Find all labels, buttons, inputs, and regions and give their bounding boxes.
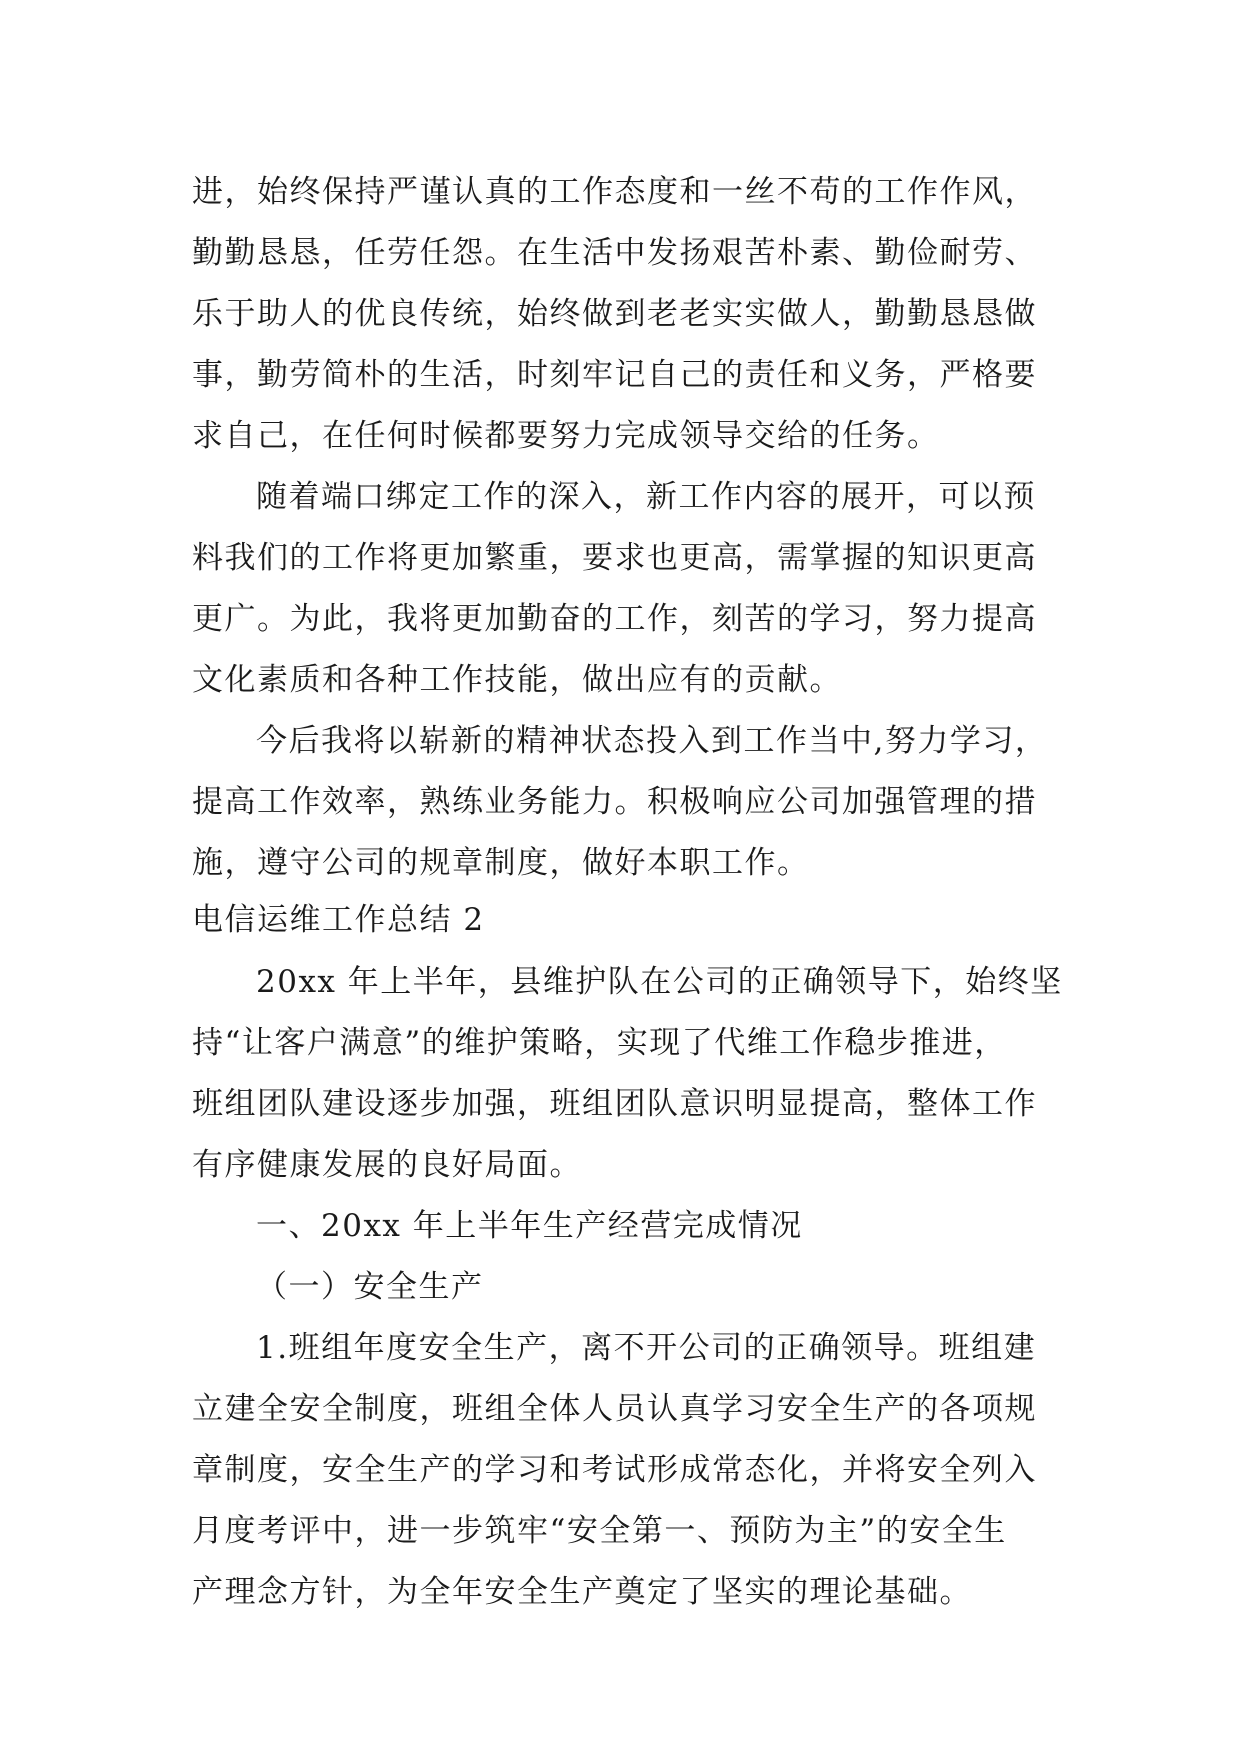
body-text-line: 进，始终保持严谨认真的工作态度和一丝不苟的工作作风， <box>192 174 1037 210</box>
body-text-line: 立建全安全制度，班组全体人员认真学习安全生产的各项规 <box>192 1391 1037 1427</box>
body-text-line: 文化素质和各种工作技能，做出应有的贡献。 <box>192 662 842 698</box>
body-text-line: 勤勤恳恳，任劳任怨。在生活中发扬艰苦朴素、勤俭耐劳、 <box>192 235 1037 271</box>
body-text-line: 提高工作效率，熟练业务能力。积极响应公司加强管理的措 <box>192 784 1037 820</box>
body-text-line: 章制度，安全生产的学习和考试形成常态化，并将安全列入 <box>192 1452 1037 1488</box>
body-text-line: 产理念方针，为全年安全生产奠定了坚实的理论基础。 <box>192 1574 972 1610</box>
section-title: 电信运维工作总结 2 <box>192 902 485 938</box>
body-text-line: 料我们的工作将更加繁重，要求也更高，需掌握的知识更高 <box>192 540 1037 576</box>
heading-level-1: 一、20xx 年上半年生产经营完成情况 <box>256 1208 803 1244</box>
body-text-line: 乐于助人的优良传统，始终做到老老实实做人，勤勤恳恳做 <box>192 296 1037 332</box>
body-text-line: 事，勤劳简朴的生活，时刻牢记自己的责任和义务，严格要 <box>192 357 1037 393</box>
body-text-line: 班组团队建设逐步加强，班组团队意识明显提高，整体工作 <box>192 1086 1037 1122</box>
body-text-line: 持“让客户满意”的维护策略，实现了代维工作稳步推进， <box>192 1025 1007 1061</box>
paragraph-first-line: 今后我将以崭新的精神状态投入到工作当中,努力学习， <box>256 723 1048 759</box>
heading-level-2: （一）安全生产 <box>256 1269 484 1305</box>
body-text-line: 有序健康发展的良好局面。 <box>192 1147 582 1183</box>
paragraph-first-line: 随着端口绑定工作的深入，新工作内容的展开，可以预 <box>256 479 1036 515</box>
body-text-line: 求自己，在任何时候都要努力完成领导交给的任务。 <box>192 418 940 454</box>
body-text-line: 施，遵守公司的规章制度，做好本职工作。 <box>192 845 810 881</box>
body-text-line: 更广。为此，我将更加勤奋的工作，刻苦的学习，努力提高 <box>192 601 1037 637</box>
body-text-line: 月度考评中，进一步筑牢“安全第一、预防为主”的安全生 <box>192 1513 1007 1549</box>
paragraph-first-line: 20xx 年上半年，县维护队在公司的正确领导下，始终坚 <box>256 964 1063 1000</box>
paragraph-first-line: 1.班组年度安全生产，离不开公司的正确领导。班组建 <box>256 1330 1037 1366</box>
